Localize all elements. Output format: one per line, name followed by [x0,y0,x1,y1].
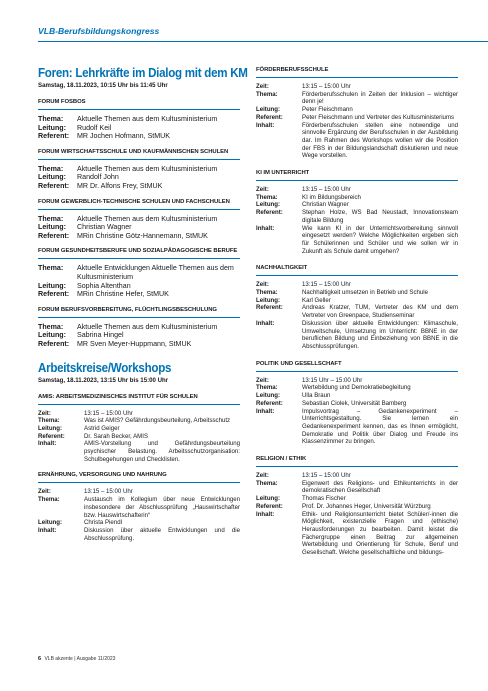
row-label: Referent: [38,231,70,240]
arbeitskreise-title: Arbeitskreise/Workshops [38,360,172,375]
info-row [256,408,458,447]
info-row [38,290,240,299]
info-row [256,304,458,319]
info-row [256,225,458,256]
info-row [38,182,240,191]
info-row [38,232,240,241]
info-row [38,410,240,418]
row-value: Christian Wagner [302,201,349,209]
program-block [38,247,240,298]
info-row [256,377,458,385]
row-value: Aktuelle Entwicklungen Aktuelle Themen aus dem Kultusministerium [77,264,234,281]
program-block [256,264,458,350]
block-rule [38,209,240,210]
program-block [38,198,240,241]
program-block [256,169,458,255]
row-value: Peter Fleischmann [302,106,353,114]
foren-subtitle: Samstag, 18.11.2023, 10:15 Uhr bis 11:45 Uhr [38,82,168,89]
block-heading: FORUM BERUFSVORBEREITUNG, FLÜCHTLINGSBESCHULUNG [38,306,217,313]
info-row [38,433,240,441]
info-row [38,282,240,291]
row-value: Sabrina Hingel [77,331,124,340]
footer-text: VLB akzente | Ausgabe 11/2023 [44,656,116,662]
info-row [38,223,240,232]
block-heading: FORUM GESUNDHEITSBERUFE UND SOZIALPÄDAGOGISCHE BERUFE [38,248,238,255]
row-label: Thema: [38,322,64,331]
row-label: Inhalt: [38,526,57,534]
row-value: KI im Bildungsbereich [302,193,361,201]
row-value: Diskussion über aktuelle Entwicklungen: Klimaschule, Umweltschule, Umsetzung im Unterricht: BBNE in der beruflichen Bildung und Einbeziehung von BBNE in die Abschlussprüfungen. [302,319,458,350]
block-rule [38,317,240,318]
block-heading: FÖRDERBERUFSSCHULE [256,67,329,73]
info-row [256,297,458,305]
page-footer [38,656,115,662]
info-row [38,425,240,433]
row-label: Referent: [38,432,65,440]
row-value: 13:15 – 15:00 Uhr [302,472,351,480]
row-label: Leitung: [38,223,66,232]
info-row [256,114,458,122]
row-label: Zeit: [256,376,269,384]
block-rule [256,77,458,78]
row-label: Leitung: [38,281,66,290]
info-row [38,124,240,133]
foren-groups [38,98,240,349]
program-block [256,455,458,557]
block-heading: FORUM FOSBOS [38,99,86,105]
row-label: Leitung: [38,519,63,527]
program-block [256,360,458,446]
row-value: Eigenwert des Religions- und Ethikunterrichts in der demokratischen Gesellschaft [302,479,458,495]
row-label: Leitung: [256,106,281,114]
row-value: Ulla Braun [302,392,331,400]
row-value: Aktuelle Themen aus dem Kultusministerium [77,322,218,331]
row-label: Leitung: [38,123,66,132]
block-heading: KI IM UNTERRICHT [256,170,310,177]
right-column [256,66,458,566]
block-heading: RELIGION / ETHIK [256,456,307,463]
info-row [38,417,240,425]
row-label: Leitung: [38,173,66,182]
row-label: Referent: [256,209,283,217]
row-label: Thema: [38,115,64,123]
row-label: Thema: [38,264,64,273]
row-value: Wie kann KI in der Unterrichtsvorbereitung sinnvoll eingesetzt werden? Welche Möglichkeiten ergeben sich für Schülerinnen und Schüler und wie sollen wir in Zukunft als Schule damit umgehen? [302,224,458,255]
row-value: Astrid Geiger [84,424,120,432]
info-row [256,281,458,289]
row-value: Sebastian Ciolek, Universität Bamberg [302,399,407,407]
row-value: Dr. Sarah Becker, AMIS [84,432,149,440]
info-row [256,194,458,202]
row-value: 13:15 – 15:00 Uhr [302,186,351,194]
block-rule [256,180,458,181]
row-label: Referent: [256,304,283,312]
info-row [256,392,458,400]
info-row [38,496,240,519]
info-row [256,91,458,106]
info-row [38,215,240,224]
block-heading: AMIS: ARBEITSMEDIZINISCHES INSTITUT FÜR SCHULEN [38,393,198,400]
row-label: Leitung: [38,424,63,432]
row-label: Leitung: [256,392,281,400]
info-row [256,503,458,511]
block-heading: POLITIK UND GESELLSCHAFT [256,360,342,367]
block-rule [38,482,240,483]
row-value: Sophia Altenthan [77,281,131,290]
row-value: 13:15 – 15:00 Uhr [302,281,351,289]
row-value: Austausch im Kollegium über neue Entwicklungen insbesondere der Abschlussprüfung „Hauswirtschafter bzw. Hauswirtschafterin“ [84,496,240,519]
row-label: Zeit: [256,186,269,194]
row-label: Inhalt: [256,319,275,327]
program-block [38,393,240,464]
foren-title: Foren: Lehrkräfte im Dialog mit dem KM [38,66,248,80]
info-row [256,472,458,480]
row-label: Thema: [38,214,64,223]
row-value: Impulsvortrag – Gedankenexperiment – Unterrichtsgestaltung. Sie lernen ein Gedankenexperiment kennen, das es Ihnen ermöglicht, Demokratie und Politik über Dialog und Freude ins Klassenzimmer zu bringen. [302,407,458,446]
info-row [38,519,240,527]
row-value: Förderberufsschulen stellen eine notwendige und sinnvolle Ergänzung der Berufsschulen in der Ausbildung dar. Im Rahmen des Workshops wollen wir die Position der FBS in der Bildungslandschaft diskutieren und neue Wege vorstellen. [302,121,458,160]
row-value: Peter Fleischmann und Vertreter des Kultusministeriums [302,113,455,121]
row-value: Aktuelle Themen aus dem Kultusministerium [77,214,218,223]
info-row [256,209,458,224]
row-value: Christian Wagner [77,223,132,232]
info-row [256,320,458,351]
row-label: Referent: [256,502,283,510]
row-label: Thema: [38,164,64,173]
header-rule [38,41,488,42]
left-column [38,66,248,550]
row-label: Inhalt: [256,510,275,518]
row-value: Stephan Holze, WS Bad Neustadt, Innovationsteam digitale Bildung [302,209,458,224]
row-value: MRin Christine Hefer, StMUK [77,290,169,299]
row-label: Leitung: [38,331,66,340]
info-row [38,115,240,124]
program-block [256,66,458,160]
row-label: Zeit: [256,281,269,289]
row-label: Leitung: [256,495,281,503]
page-header-title: VLB-Berufsbildungskongress [38,26,160,36]
row-label: Inhalt: [256,121,275,129]
row-label: Referent: [38,181,70,190]
info-row [38,165,240,174]
row-value: Andreas Kratzer, TUM, Vertreter des KM und dem Vertreter von Greenpace, Studienseminar [302,304,458,320]
block-rule [256,275,458,276]
row-label: Thema: [256,289,278,297]
row-value: Aktuelle Themen aus dem Kultusministerium [77,115,218,123]
row-value: Diskussion über aktuelle Entwicklungen und die Abschlussprüfung. [84,526,240,542]
row-value: Aktuelle Themen aus dem Kultusministerium [77,164,218,173]
info-row [256,83,458,91]
arbeitskreise-groups [38,393,240,543]
info-row [38,132,240,141]
block-rule [256,371,458,372]
row-value: 13:15 – 15:00 Uhr [84,488,133,496]
block-rule [38,159,240,160]
row-value: Christa Piendl [84,519,122,527]
info-row [38,488,240,496]
block-rule [38,258,240,259]
row-value: 13:15 Uhr – 15:00 Uhr [302,376,363,384]
info-row [38,173,240,182]
row-label: Thema: [256,479,278,487]
row-value: MRin Christine Götz-Hannemann, StMUK [77,231,208,240]
info-row [256,511,458,557]
row-value: Randolf John [77,173,119,182]
row-value: MR Jochen Hofmann, StMUK [77,132,171,141]
block-heading: NACHHALTIGKEIT [256,265,308,272]
row-label: Thema: [256,384,278,392]
info-row [256,106,458,114]
info-row [38,440,240,463]
row-label: Referent: [38,290,70,299]
row-label: Leitung: [256,201,281,209]
info-row [256,480,458,495]
row-value: 13:15 – 15:00 Uhr [302,83,351,90]
info-row [256,384,458,392]
program-block [38,471,240,542]
info-row [38,527,240,542]
row-label: Referent: [256,399,283,407]
row-value: Wertebildung und Demokratiebegleitung [302,384,411,392]
row-label: Referent: [38,339,70,348]
row-value: MR Dr. Alfons Frey, StMUK [77,181,163,190]
right-groups [256,66,458,557]
row-value: 13:15 – 15:00 Uhr [84,409,133,417]
program-block [38,98,240,141]
info-row [256,289,458,297]
row-label: Thema: [38,496,60,504]
row-label: Inhalt: [38,440,57,448]
row-label: Referent: [256,113,283,121]
info-row [256,495,458,503]
block-heading: FORUM GEWERBLICH-TECHNISCHE SCHULEN UND FACHSCHULEN [38,198,230,205]
info-row [38,323,240,332]
row-value: Förderberufsschulen in Zeiten der Inklusion – wichtiger denn je! [302,90,458,106]
row-label: Thema: [38,417,60,425]
block-rule [38,109,240,110]
row-label: Referent: [38,132,70,141]
row-value: Rudolf Keil [77,123,112,132]
row-value: Karl Geller [302,296,331,304]
row-value: AMIS-Vorstellung und Gefährdungsbeurteilung psychischer Belastung. Arbeitsschutzorganisation: Schulbegehungen und Checklisten. [84,440,240,463]
row-value: Was ist AMIS? Gefährdungsbeurteilung, Arbeitsschutz [84,417,231,425]
info-row [256,201,458,209]
row-label: Thema: [256,90,278,98]
info-row [38,340,240,349]
block-heading: FORUM WIRTSCHAFTSSCHULE UND KAUFMÄNNISCHEN SCHULEN [38,148,229,155]
row-value: Thomas Fischer [302,495,346,503]
row-value: Ethik- und Religionsunterricht bietet Schüler/-innen die Möglichkeit, existenzielle Fragen und (ethische) Herausforderungen zu bearbeiten. Damit leistet die Fächergruppe einen Beitrag zur allgemeinen Wertebildung und Orientierung für Schule, Beruf und Gesellschaft. Welche gesellschaftliche und bildungs- [302,510,458,557]
row-label: Zeit: [38,409,51,417]
program-block [38,306,240,349]
row-label: Zeit: [38,488,51,496]
block-rule [38,404,240,405]
row-value: MR Sven Meyer-Huppmann, StMUK [77,339,192,348]
program-block [38,148,240,191]
page-number: 6 [38,656,42,662]
block-rule [256,466,458,467]
info-row [256,186,458,194]
row-label: Inhalt: [256,407,275,415]
info-row [256,122,458,161]
row-label: Leitung: [256,296,281,304]
row-label: Thema: [256,193,278,201]
info-row [256,400,458,408]
info-row [38,331,240,340]
arbeitskreise-subtitle: Samstag, 18.11.2023, 13:15 Uhr bis 15:00 Uhr [38,376,169,384]
row-label: Zeit: [256,472,269,480]
row-value: Prof. Dr. Johannes Heger, Universität Würzburg [302,502,431,510]
row-value: Nachhaltigkeit umsetzen in Betrieb und Schule [302,289,429,297]
row-label: Inhalt: [256,224,275,232]
info-row [38,264,240,281]
row-label: Zeit: [256,83,269,90]
block-heading: ERNÄHRUNG, VERSORGUNG UND NAHRUNG [38,472,167,479]
